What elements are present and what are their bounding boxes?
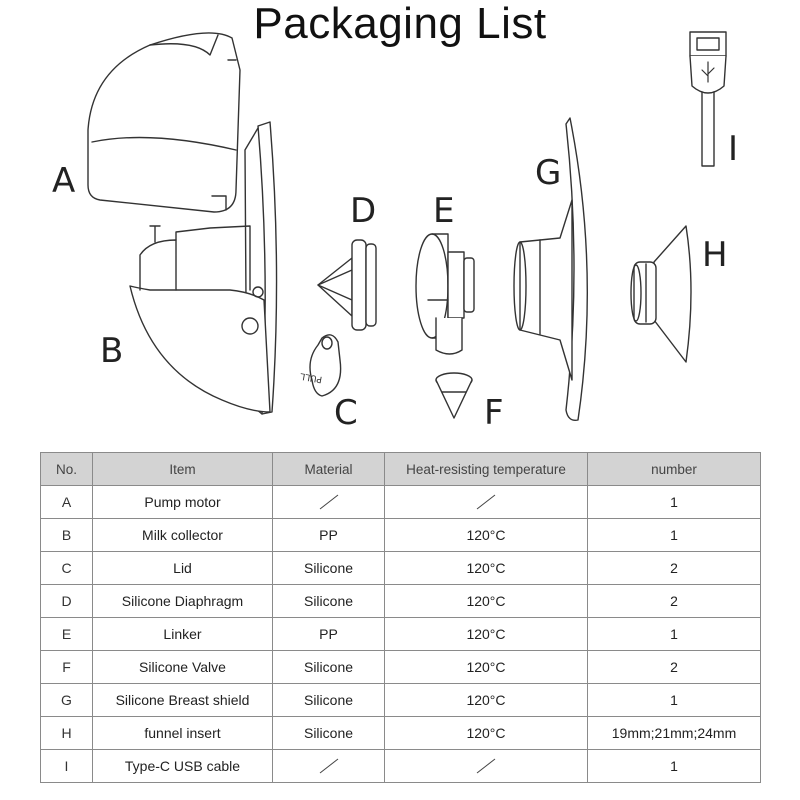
table-row (41, 717, 761, 750)
cell-temp: 120°C (385, 684, 588, 717)
cell-temp: 120°C (385, 519, 588, 552)
cell-number: 19mm;21mm;24mm (588, 717, 761, 750)
usb-cable-drawing (690, 32, 726, 166)
label-f: F (484, 393, 504, 433)
cell-temp: 120°C (385, 552, 588, 585)
cell-item: Pump motor (93, 486, 273, 519)
table-row (41, 618, 761, 651)
cell-material: Silicone (273, 552, 385, 585)
not-applicable-slash-icon (475, 757, 497, 775)
cell-number: 2 (588, 651, 761, 684)
header-temp: Heat-resisting temperature (385, 453, 588, 486)
cell-material: PP (273, 618, 385, 651)
cell-number: 2 (588, 552, 761, 585)
cell-item: Type-C USB cable (93, 750, 273, 783)
label-h: H (702, 235, 728, 275)
label-i: I (728, 129, 739, 169)
cell-material: Silicone (273, 651, 385, 684)
cell-temp: 120°C (385, 618, 588, 651)
table-row (41, 585, 761, 618)
cell-material: PP (273, 519, 385, 552)
not-applicable-slash-icon (475, 493, 497, 511)
label-b: B (100, 331, 124, 371)
linker-drawing (416, 234, 474, 354)
not-applicable-slash-icon (318, 757, 340, 775)
cell-temp: 120°C (385, 717, 588, 750)
cell-temp: 120°C (385, 585, 588, 618)
milk-collector-drawing (130, 226, 270, 412)
cell-temp (385, 486, 588, 519)
table-row (41, 519, 761, 552)
label-g: G (535, 153, 562, 193)
cell-no: D (41, 585, 93, 618)
cell-material (273, 750, 385, 783)
cell-temp: 120°C (385, 651, 588, 684)
table-body (41, 486, 761, 783)
cell-material: Silicone (273, 585, 385, 618)
cell-no: I (41, 750, 93, 783)
not-applicable-slash-icon (318, 493, 340, 511)
label-a: A (52, 161, 76, 201)
cell-material: Silicone (273, 717, 385, 750)
table-row (41, 750, 761, 783)
cell-item: Milk collector (93, 519, 273, 552)
cell-number: 2 (588, 585, 761, 618)
valve-drawing (436, 373, 472, 418)
cell-no: A (41, 486, 93, 519)
cell-item: Silicone Breast shield (93, 684, 273, 717)
cell-no: F (41, 651, 93, 684)
cell-item: Silicone Valve (93, 651, 273, 684)
header-number: number (588, 453, 761, 486)
cell-no: E (41, 618, 93, 651)
cell-number: 1 (588, 618, 761, 651)
header-material: Material (273, 453, 385, 486)
cell-item: Linker (93, 618, 273, 651)
pump-motor-drawing (88, 33, 240, 212)
cell-number: 1 (588, 750, 761, 783)
table-row (41, 684, 761, 717)
header-no: No. (41, 453, 93, 486)
cell-number: 1 (588, 519, 761, 552)
header-item: Item (93, 453, 273, 486)
funnel-insert-drawing (631, 226, 691, 362)
table-row (41, 486, 761, 519)
label-d: D (350, 191, 377, 231)
cell-number: 1 (588, 486, 761, 519)
label-c: C (334, 393, 358, 433)
cell-material: Silicone (273, 684, 385, 717)
table-row (41, 651, 761, 684)
cell-number: 1 (588, 684, 761, 717)
cell-no: G (41, 684, 93, 717)
table-row (41, 552, 761, 585)
page-title: Packaging List (253, 0, 547, 48)
cell-item: Lid (93, 552, 273, 585)
table-header-row (41, 453, 761, 486)
diaphragm-drawing (318, 240, 376, 330)
cell-no: H (41, 717, 93, 750)
cell-temp (385, 750, 588, 783)
cell-no: B (41, 519, 93, 552)
lid-tag-text: PULL (299, 370, 324, 384)
packaging-table (40, 452, 761, 783)
cell-no: C (41, 552, 93, 585)
cell-material (273, 486, 385, 519)
label-e: E (433, 191, 455, 231)
cell-item: Silicone Diaphragm (93, 585, 273, 618)
cell-item: funnel insert (93, 717, 273, 750)
lid-drawing (300, 335, 341, 396)
